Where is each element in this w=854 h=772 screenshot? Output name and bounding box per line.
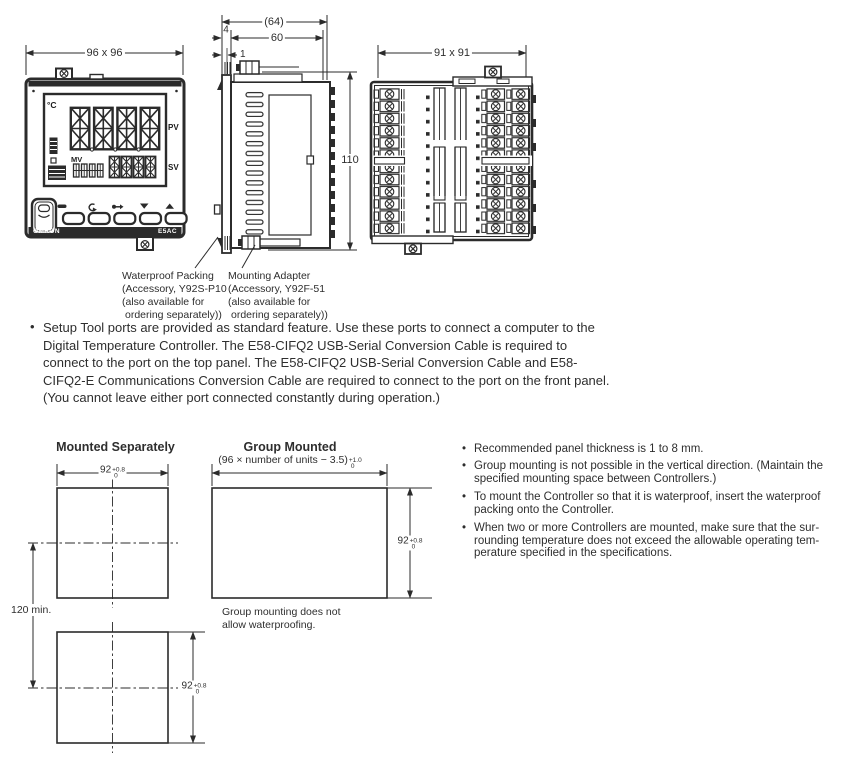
group-note-line: Group mounting does not — [222, 606, 341, 618]
note-bullet: • — [462, 491, 467, 503]
mounted-separately-title: Mounted Separately — [56, 440, 175, 454]
rear-dim-label: 91 x 91 — [433, 47, 471, 59]
dim-value: 92 — [397, 535, 409, 547]
cutout-height-dim — [180, 681, 209, 696]
note-line: specified mounting space between Controllers.) — [474, 472, 717, 485]
setup-note-line: (You cannot leave either port connected constantly during operation.) — [43, 390, 441, 405]
note-line: When two or more Controllers are mounted, make sure that the sur- — [474, 522, 820, 534]
pv-label: PV — [168, 123, 179, 132]
group-mounting-note — [222, 606, 341, 632]
rear-view-drawing — [371, 45, 536, 254]
cutout-width-dim — [98, 465, 127, 480]
front-bezel-profile — [222, 75, 231, 253]
callout-line: (also available for — [228, 296, 311, 308]
group-height-dim — [396, 536, 425, 551]
callout-line: Mounting Adapter — [228, 270, 311, 282]
sv-label: SV — [168, 163, 179, 172]
waterproof-packing-callout — [122, 270, 227, 322]
dim-tolerance — [194, 684, 207, 696]
top-setup-port-bump — [90, 75, 103, 80]
cutout-rect-group — [212, 488, 387, 598]
callout-line: (also available for — [122, 296, 205, 308]
group-width-formula — [218, 454, 361, 470]
note-item — [474, 460, 823, 485]
group-note-line: allow waterproofing. — [222, 619, 316, 631]
waterproof-packing-top — [217, 79, 222, 90]
callout-line: (Accessory, Y92F-51 — [228, 283, 326, 295]
group-mounted-title: Group Mounted — [243, 440, 337, 454]
note-item — [474, 443, 703, 456]
mounting-adapter-callout — [228, 270, 328, 322]
model-logo: E5AC — [158, 227, 177, 235]
side-dim-height: 110 — [341, 154, 359, 166]
note-bullet: • — [462, 460, 467, 472]
front-view-drawing — [26, 45, 187, 250]
callout-line: ordering separately)) — [125, 309, 222, 321]
tolerance-plus: +0.8 — [112, 466, 125, 474]
brand-logo: OMRON — [33, 227, 60, 235]
dim-value: 92 — [181, 680, 193, 692]
mounting-adapter-top — [225, 61, 302, 82]
panel-cutout-single-drawing — [28, 464, 205, 753]
top-mounting-screw-tab — [56, 69, 72, 80]
note-line: Recommended panel thickness is 1 to 8 mm. — [474, 443, 704, 455]
tolerance-plus: +1.0 — [348, 457, 362, 464]
side-view-drawing — [212, 15, 357, 253]
display-window — [44, 94, 166, 186]
note-line: rounding temperature does not exceed the allowable operating tem- — [474, 534, 820, 547]
bottom-mounting-screw-tab — [137, 237, 153, 250]
panel-cutout-group-drawing — [212, 464, 432, 598]
callout-line: Waterproof Packing — [122, 270, 214, 282]
note-line: Group mounting is not possible in the vertical direction. (Maintain the — [474, 460, 824, 472]
dim-value: 92 — [100, 464, 112, 476]
vent-louvers — [245, 90, 265, 237]
level-key-icon — [58, 205, 67, 209]
tolerance-minus: 0 — [195, 688, 200, 696]
rear-top-screw-tab — [485, 67, 501, 78]
note-bullet: • — [462, 522, 467, 534]
rear-bottom-screw-tab — [405, 244, 421, 255]
tolerance-minus: 0 — [114, 472, 118, 480]
tolerance-plus: +0.8 — [409, 537, 423, 545]
side-dim-body: 60 — [270, 32, 284, 44]
side-dim-overall: (64) — [264, 16, 284, 28]
setup-note-paragraph — [43, 319, 610, 407]
setup-note-line: Digital Temperature Controller. The E58-CIFQ2 USB-Serial Conversion Cable is required to — [43, 337, 568, 353]
note-line: perature specified in the specifications. — [474, 547, 673, 559]
dim-tolerance — [112, 468, 125, 480]
formula-tolerance — [349, 458, 362, 470]
callout-line: ordering separately)) — [231, 309, 328, 321]
setup-note-bullet: • — [30, 319, 35, 334]
tolerance-minus: 0 — [411, 543, 416, 551]
setup-note-line: connect to the port on the top panel. The E58-CIFQ2 USB-Serial Conversion Cable and E58- — [43, 355, 578, 370]
tolerance-plus: +0.8 — [193, 682, 207, 690]
setup-note-line: CIFQ2-E Communications Conversion Cable are required to connect to the port on the front panel. — [43, 372, 610, 388]
note-bullet: • — [462, 443, 467, 455]
formula-base: (96 × number of units − 3.5) — [218, 454, 348, 466]
spacing-dim-label: 120 min. — [11, 604, 52, 616]
front-dim-label: 96 x 96 — [86, 47, 123, 59]
side-dim-bezel: 4 — [223, 24, 229, 36]
dim-tolerance — [410, 539, 423, 551]
note-item — [474, 522, 819, 560]
note-line: packing onto the Controller. — [474, 503, 615, 516]
setup-note-line: Setup Tool ports are provided as standard feature. Use these ports to connect a computer to the — [43, 320, 595, 335]
callout-line: (Accessory, Y92S-P10 — [122, 283, 227, 295]
tolerance-minus: 0 — [350, 463, 355, 470]
side-dim-panel-gap: 1 — [240, 49, 246, 60]
note-item — [474, 491, 820, 516]
display-unit-indicator: °C — [47, 100, 57, 110]
front-key-buttons — [63, 213, 187, 224]
note-line: To mount the Controller so that it is waterproof, insert the waterproof — [474, 491, 821, 503]
mv-label: MV — [71, 155, 83, 164]
